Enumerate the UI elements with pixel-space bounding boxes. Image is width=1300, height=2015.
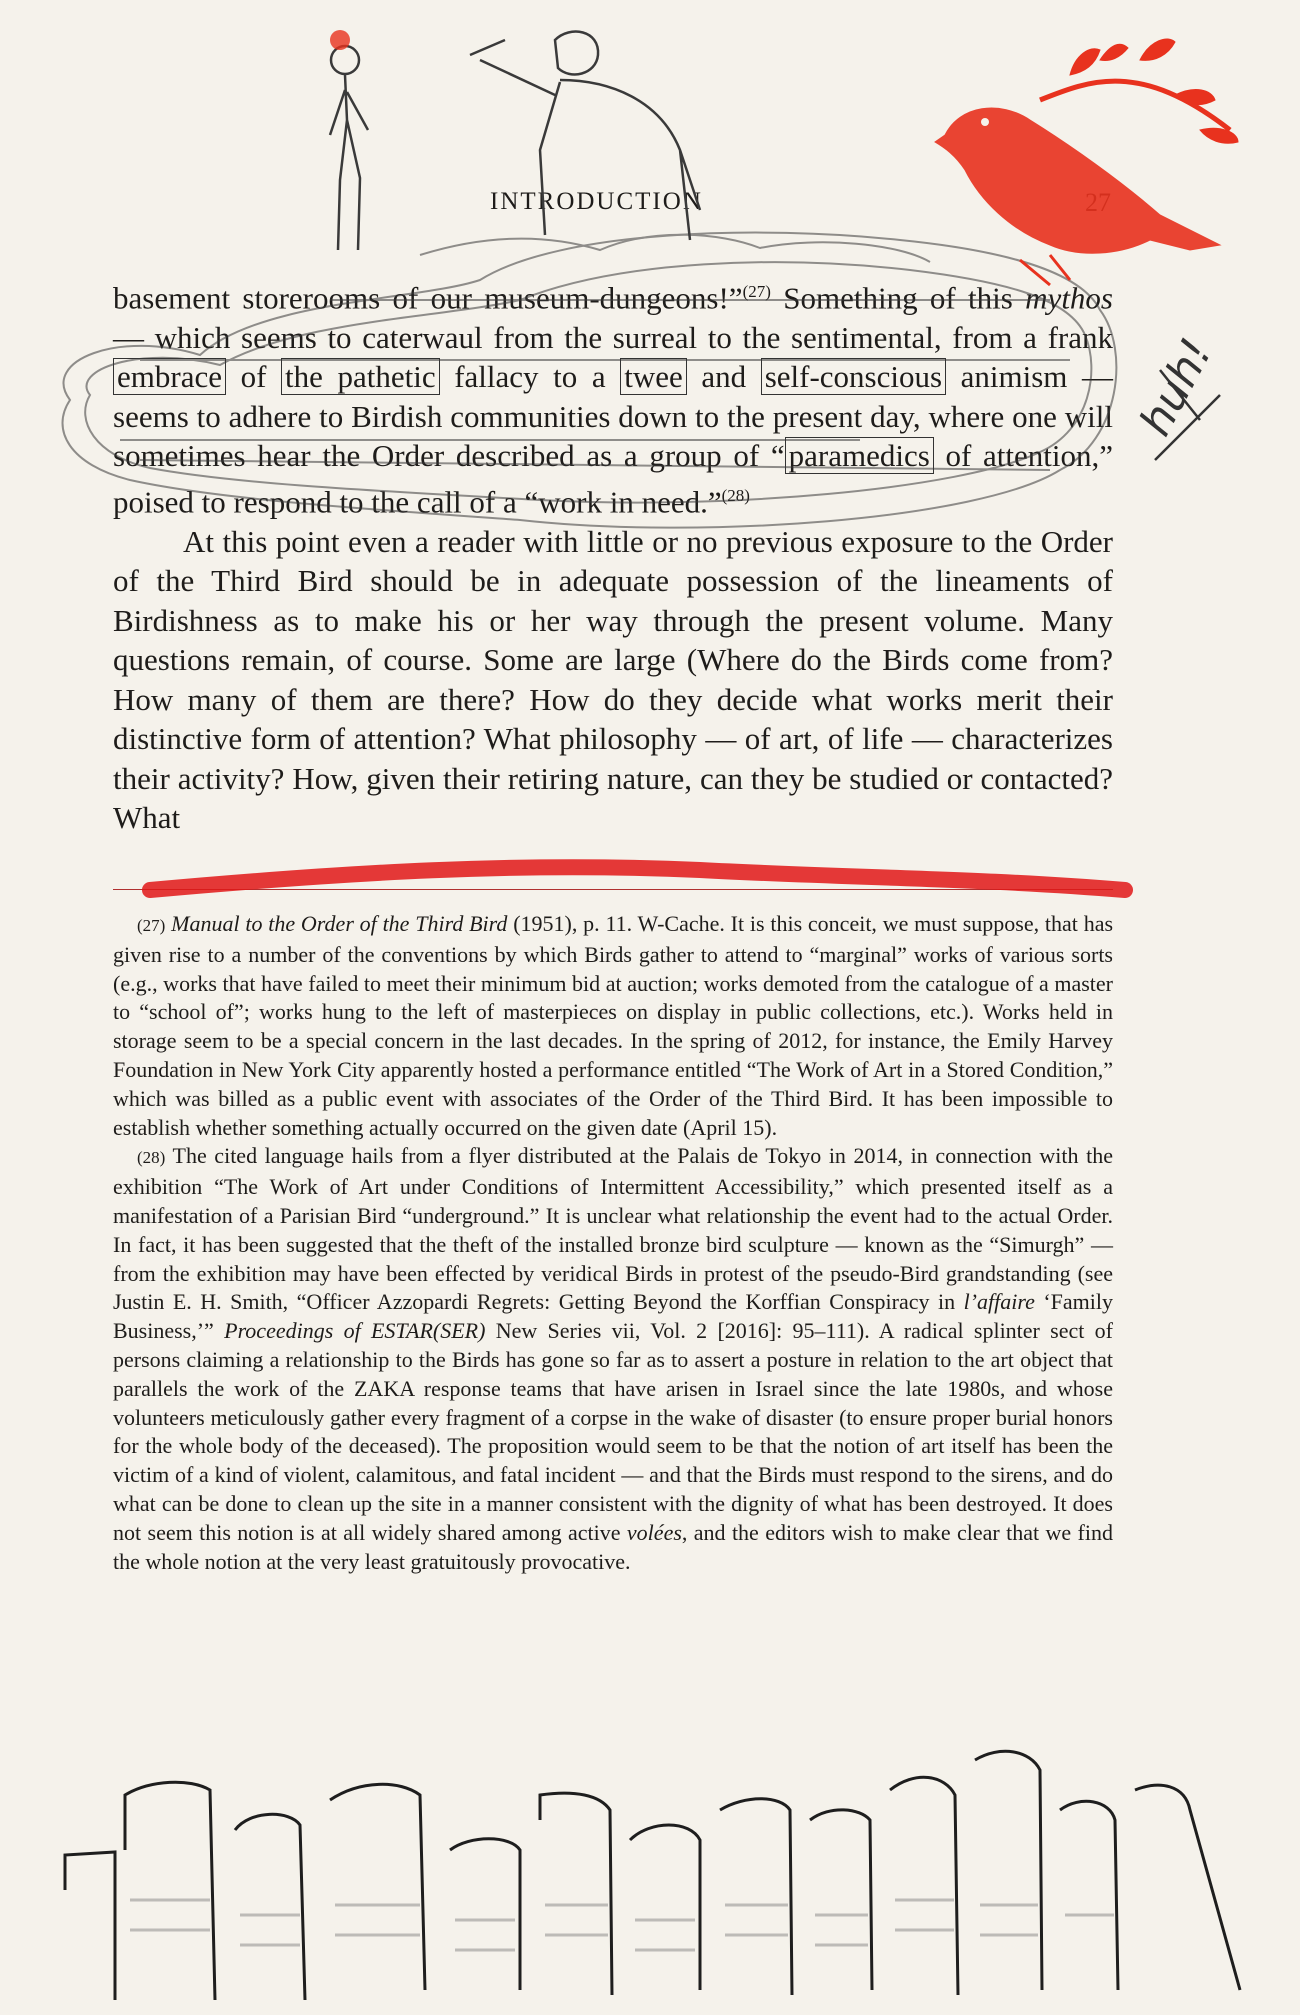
- pencil-skyline: [65, 1751, 1240, 2000]
- pencil-figure-right: [470, 32, 700, 240]
- pencil-figure-left: [330, 46, 368, 250]
- boxed-word: self-conscious: [761, 358, 946, 395]
- boxed-word: embrace: [113, 358, 226, 395]
- running-head: INTRODUCTION: [490, 188, 703, 215]
- paragraph-2: At this point even a reader with little or no previous exposure to the Order of the Third Bird should be in adequate possession of the lineaments of Birdishness as to make his or her way through the present volume. Many questions remain, of course. Some are large (Where do the Birds come from? How many of them are there? How do they decide what works merit their distinctive form of attention? What philosophy — of art, of life — characterizes their activity? How, given their retiring nature, can they be studied or contacted? What: [113, 523, 1113, 836]
- footnote-marker-28[interactable]: (28): [721, 485, 750, 505]
- boxed-word: paramedics: [785, 437, 934, 474]
- red-bird-stamp-icon: [935, 39, 1238, 285]
- footnote-28: (28) The cited language hails from a flyer distributed at the Palais de Tokyo in 2014, in connection with the exhibition “The Work of Art under Conditions of Intermittent Accessibility,” which presented itself as a manifestation of a Parisian Bird “underground.” It is unclear what relationship the event had to the actual Order. In fact, it has been suggested that the theft of the installed bronze bird sculpture — known as the “Simurgh” — from the exhibition may have been effected by veridical Birds in protest of the pseudo-Bird grandstanding (see Justin E. H. Smith, “Officer Azzopardi Regrets: Getting Beyond the Korffian Conspiracy in l’affaire ‘Family Business,’” Proceedings of ESTAR(SER) New Series vii, Vol. 2 [2016]: 95–111). A radical splinter sect of persons claiming a relationship to the Birds has gone so far as to assert a posture in relation to the art object that parallels the work of the ZAKA response teams that have arisen in Israel since the late 1980s, and whose volunteers meticulously gather every fragment of a corpse in the wake of disaster (to ensure proper burial honors for the whole body of the deceased). The proposition would seem to be that the notion of art itself has been the victim of a kind of violent, calamitous, and fatal incident — and that the Birds must respond to the sirens, and do what can be done to clean up the site in a manner consistent with the dignity of what has been destroyed. It does not seem this notion is at all widely shared among active volées, and the editors wish to make clear that we find the whole notion at the very least gratuitously provocative.: [113, 1143, 1114, 1574]
- margin-handwritten-note: huh!: [1130, 330, 1223, 444]
- red-marker-underline: [150, 867, 1125, 890]
- boxed-word: the pathetic: [281, 358, 440, 395]
- paragraph-1: basement storerooms of our museum-dungeons!”$^{(27)}$ Something of this mythos — which seems to caterwaul from the surreal to the sentimental, from a frank embrace of the pathetic fallacy to a twee and self-conscious animism — seems to adhere to Birdish communities down to the present day, where one will sometimes hear the Order described as a group of “ paramedics of attention,” poised to respond to the call of a “work in need.”$^{(28)}$: [113, 280, 1113, 520]
- pencil-skyline-shading: [130, 1900, 1114, 1950]
- footnote-27: (27) Manual to the Order of the Third Bird (1951), p. 11. W-Cache. It is this conceit, we must suppose, that has given rise to a number of the conventions by which Birds gather to attend to “marginal” works of various sorts (e.g., works that have failed to meet their minimum bid at auction; works demoted from the catalogue of a master to “school of”; works hung to the left of masterpieces on display in public collections, etc.). Works held in storage seem to be a special concern in the last decades. In the spring of 2012, for instance, the Emily Harvey Foundation in New York City apparently hosted a performance entitled “The Work of Art in a Stored Condition,” which was billed as a public event with associates of the Order of the Third Bird. It has been impossible to establish whether something actually occurred on the given date (April 15).: [113, 911, 1114, 1140]
- pencil-scribble: [63, 233, 1117, 528]
- boxed-word: twee: [620, 358, 687, 395]
- footnote-marker-27[interactable]: (27): [742, 282, 771, 301]
- red-mark-icon: [330, 30, 350, 50]
